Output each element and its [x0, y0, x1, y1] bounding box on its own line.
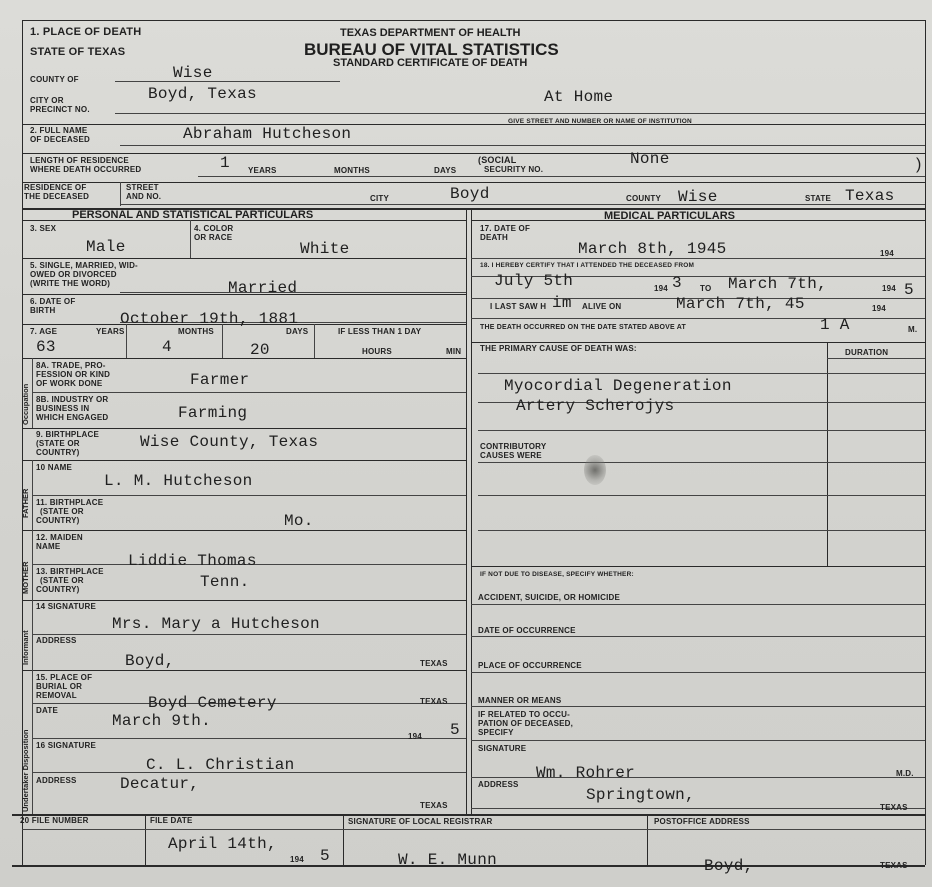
- file-year-digit: 5: [320, 847, 330, 865]
- years-label: YEARS: [248, 166, 277, 175]
- occurrence-date-label: DATE OF OCCURRENCE: [478, 626, 576, 635]
- mother-name-label-2: NAME: [36, 542, 61, 551]
- sex-label: 3. SEX: [30, 224, 57, 233]
- burial-texas-label: TEXAS: [420, 697, 448, 706]
- res-county-value: Wise: [678, 188, 718, 206]
- color-value: White: [300, 240, 350, 258]
- residence-length-label-2: WHERE DEATH OCCURRED: [30, 165, 142, 174]
- attended-to-year-digit: 5: [904, 281, 914, 299]
- min-label: MIN: [446, 347, 462, 356]
- father-bp-label-2: (STATE OR: [40, 507, 84, 516]
- undertaker-signature-label: 16 SIGNATURE: [36, 741, 97, 750]
- informant-texas-label: TEXAS: [420, 659, 448, 668]
- city-label-line1: CITY OR: [30, 96, 64, 105]
- residence-label-1: RESIDENCE OF: [24, 183, 87, 192]
- contributory-label-1: CONTRIBUTORY: [480, 442, 547, 451]
- undertaker-vertical-label: Undertaker Disposition: [21, 729, 30, 812]
- md-label: M.D.: [896, 769, 914, 778]
- postoffice-label: POSTOFFICE ADDRESS: [654, 817, 750, 826]
- burial-value: Boyd Cemetery: [148, 694, 277, 712]
- undertaker-texas-label: TEXAS: [420, 801, 448, 810]
- res-state-label: STATE: [805, 194, 832, 203]
- death-occurred-label: THE DEATH OCCURRED ON THE DATE STATED ABOVE AT: [480, 324, 686, 331]
- occurrence-place-label: PLACE OF OCCURRENCE: [478, 661, 582, 670]
- father-bp-label-1: 11. BIRTHPLACE: [36, 498, 104, 507]
- residence-length-label-1: LENGTH OF RESIDENCE: [30, 156, 129, 165]
- father-name-value: L. M. Hutcheson: [104, 472, 253, 490]
- file-date-value: April 14th,: [168, 835, 277, 853]
- ink-smudge: [584, 455, 606, 485]
- occupation-related-label-1: IF RELATED TO OCCU-: [478, 710, 570, 719]
- age-years: 63: [36, 338, 56, 356]
- attended-to-year-prefix: 194: [882, 284, 896, 293]
- postoffice-value: Boyd,: [704, 857, 754, 875]
- name-label-line2: OF DECEASED: [30, 135, 90, 144]
- residence-years: 1: [220, 154, 230, 172]
- age-days-label: DAYS: [286, 327, 309, 336]
- dob-label-1: 6. DATE OF: [30, 297, 76, 306]
- mother-name-value: Liddie Thomas: [128, 552, 257, 570]
- not-disease-label: IF NOT DUE TO DISEASE, SPECIFY WHETHER:: [480, 571, 634, 578]
- res-county-label: COUNTY: [626, 194, 661, 203]
- manner-label: MANNER OR MEANS: [478, 696, 562, 705]
- days-label: DAYS: [434, 166, 457, 175]
- file-number-label: 20 FILE NUMBER: [20, 816, 89, 825]
- mother-bp-label-1: 13. BIRTHPLACE: [36, 567, 104, 576]
- marital-label-1: 5. SINGLE, MARRIED, WID-: [30, 261, 138, 270]
- city-value: Boyd, Texas: [148, 85, 257, 103]
- file-date-label: FILE DATE: [150, 816, 193, 825]
- mother-bp-label-3: COUNTRY): [36, 585, 80, 594]
- age-months-label: MONTHS: [178, 327, 214, 336]
- trade-label-2: FESSION OR KIND: [36, 370, 111, 379]
- street-label-1: STREET: [126, 183, 159, 192]
- informant-signature: Mrs. Mary a Hutcheson: [112, 615, 320, 633]
- city-label-line2: PRECINCT NO.: [30, 105, 90, 114]
- father-bp-value: Mo.: [284, 512, 314, 530]
- department-name: TEXAS DEPARTMENT OF HEALTH: [340, 27, 521, 39]
- certify-label: 18. I HEREBY CERTIFY THAT I ATTENDED THE DECEASED FROM: [480, 262, 695, 269]
- physician-address-label: ADDRESS: [478, 780, 519, 789]
- residence-label-2: THE DECEASED: [24, 192, 90, 201]
- informant-address-label: ADDRESS: [36, 636, 77, 645]
- dod-label-1: 17. DATE OF: [480, 224, 531, 233]
- dod-label-2: DEATH: [480, 233, 508, 242]
- place-of-death-label: 1. PLACE OF DEATH: [30, 26, 142, 38]
- burial-year-prefix: 194: [408, 732, 422, 741]
- birthplace-label-1: 9. BIRTHPLACE: [36, 430, 100, 439]
- personal-section-title: PERSONAL AND STATISTICAL PARTICULARS: [72, 209, 314, 221]
- age-days: 20: [250, 341, 270, 359]
- physician-texas-label: TEXAS: [880, 803, 908, 812]
- age-months: 4: [162, 338, 172, 356]
- age-years-label: YEARS: [96, 327, 125, 336]
- accident-label: ACCIDENT, SUICIDE, OR HOMICIDE: [478, 593, 621, 602]
- burial-date-label: DATE: [36, 706, 58, 715]
- attended-from-date: July 5th: [494, 272, 574, 290]
- industry-label-1: 8B. INDUSTRY OR: [36, 395, 109, 404]
- industry-label-2: BUSINESS IN: [36, 404, 90, 413]
- social-value: None: [630, 150, 670, 168]
- attended-to-date: March 7th,: [728, 275, 828, 293]
- state-label: STATE OF TEXAS: [30, 46, 126, 58]
- marital-label-3: (WRITE THE WORD): [30, 279, 111, 288]
- father-name-label: 10 NAME: [36, 463, 73, 472]
- marital-label-2: OWED OR DIVORCED: [30, 270, 117, 279]
- birthplace-value: Wise County, Texas: [140, 433, 319, 451]
- age-label: 7. AGE: [30, 327, 58, 336]
- dod-value: March 8th, 1945: [578, 240, 727, 258]
- mother-bp-value: Tenn.: [200, 573, 250, 591]
- medical-section-title: MEDICAL PARTICULARS: [604, 210, 735, 222]
- primary-cause-2: Artery Scherojys: [516, 397, 675, 415]
- burial-date: March 9th.: [112, 712, 212, 730]
- registrar-signature: W. E. Munn: [398, 851, 498, 869]
- name-label-line1: 2. FULL NAME: [30, 126, 88, 135]
- res-city-label: CITY: [370, 194, 390, 203]
- last-saw-label-1: I LAST SAW H: [490, 302, 547, 311]
- dob-value: October 19th, 1881: [120, 310, 299, 328]
- county-label: COUNTY OF: [30, 75, 79, 84]
- mother-name-label-1: 12. MAIDEN: [36, 533, 83, 542]
- birthplace-label-3: COUNTRY): [36, 448, 80, 457]
- trade-value: Farmer: [190, 371, 250, 389]
- res-city-value: Boyd: [450, 185, 490, 203]
- occupation-related-label-3: SPECIFY: [478, 728, 514, 737]
- occupation-related-label-2: PATION OF DECEASED,: [478, 719, 574, 728]
- attended-to-label: TO: [700, 284, 712, 293]
- last-saw-year-label: 194: [872, 304, 886, 313]
- color-label-2: OR RACE: [194, 233, 233, 242]
- county-value: Wise: [173, 64, 213, 82]
- physician-address: Springtown,: [586, 786, 695, 804]
- file-year-prefix: 194: [290, 855, 304, 864]
- informant-signature-label: 14 SIGNATURE: [36, 602, 97, 611]
- mother-bp-label-2: (STATE OR: [40, 576, 84, 585]
- last-saw-value: im: [552, 294, 572, 312]
- birthplace-label-2: (STATE OR: [36, 439, 80, 448]
- duration-label: DURATION: [845, 348, 889, 357]
- last-saw-date: March 7th, 45: [676, 295, 805, 313]
- trade-label-3: OF WORK DONE: [36, 379, 103, 388]
- sex-value: Male: [86, 238, 126, 256]
- burial-year-digit: 5: [450, 721, 460, 739]
- certificate-title: STANDARD CERTIFICATE OF DEATH: [333, 57, 528, 69]
- less-than-day-label: IF LESS THAN 1 DAY: [338, 327, 422, 336]
- informant-address: Boyd,: [125, 652, 175, 670]
- months-label: MONTHS: [334, 166, 370, 175]
- registrar-label: SIGNATURE OF LOCAL REGISTRAR: [348, 817, 493, 826]
- burial-label-1: 15. PLACE OF: [36, 673, 93, 682]
- res-state-value: Texas: [845, 187, 895, 205]
- contributory-label-2: CAUSES WERE: [480, 451, 542, 460]
- dob-label-2: BIRTH: [30, 306, 56, 315]
- undertaker-address: Decatur,: [120, 775, 200, 793]
- father-vertical-label: FATHER: [21, 488, 30, 518]
- father-bp-label-3: COUNTRY): [36, 516, 80, 525]
- street-label-2: AND NO.: [126, 192, 162, 201]
- trade-label-1: 8A. TRADE, PRO-: [36, 361, 106, 370]
- institution-value: At Home: [544, 88, 614, 106]
- deceased-name: Abraham Hutcheson: [183, 125, 352, 143]
- attended-from-year-digit: 3: [672, 274, 682, 292]
- physician-signature-label: SIGNATURE: [478, 744, 527, 753]
- footer-texas-label: TEXAS: [880, 861, 908, 870]
- mother-vertical-label: MOTHER: [21, 561, 30, 594]
- death-time-value: 1 A: [820, 316, 850, 334]
- undertaker-address-label: ADDRESS: [36, 776, 77, 785]
- hours-label: HOURS: [362, 347, 392, 356]
- industry-label-3: WHICH ENGAGED: [36, 413, 109, 422]
- informant-vertical-label: Informant: [21, 630, 30, 665]
- m-label: M.: [908, 325, 918, 334]
- color-label-1: 4. COLOR: [194, 224, 234, 233]
- occupation-vertical-label: Occupation: [21, 383, 30, 425]
- institution-label: GIVE STREET AND NUMBER OR NAME OF INSTITUTION: [508, 118, 692, 125]
- physician-signature: Wm. Rohrer: [536, 764, 636, 782]
- last-saw-label-2: ALIVE ON: [582, 302, 622, 311]
- social-label-2: SECURITY NO.: [484, 165, 544, 174]
- bureau-name: BUREAU OF VITAL STATISTICS: [304, 40, 559, 59]
- industry-value: Farming: [178, 404, 248, 422]
- undertaker-signature: C. L. Christian: [146, 756, 295, 774]
- dod-year-label: 194: [880, 249, 894, 258]
- primary-cause-1: Myocordial Degeneration: [504, 377, 732, 395]
- attended-from-year-prefix: 194: [654, 284, 668, 293]
- primary-cause-label: THE PRIMARY CAUSE OF DEATH WAS:: [480, 344, 637, 353]
- social-paren: ): [916, 156, 922, 173]
- burial-label-2: BURIAL OR: [36, 682, 83, 691]
- burial-label-3: REMOVAL: [36, 691, 77, 700]
- social-label-1: (SOCIAL: [478, 155, 517, 165]
- marital-value: Married: [228, 279, 298, 297]
